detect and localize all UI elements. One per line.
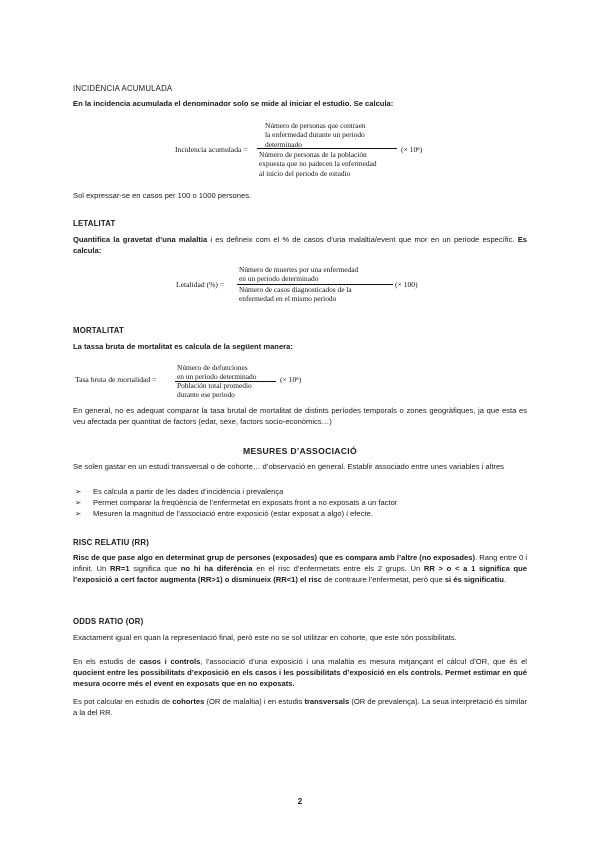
formula-label: Tasa bruta de mortalidad = [75, 375, 157, 384]
incidencia-note: Sol expressar-se en casos per 100 o 1000 persones. [73, 191, 252, 200]
mesures-heading: MESURES D’ASSOCIACIÓ [243, 446, 357, 456]
risc-paragraph: Risc de que pase algo en determinat grup de persones (exposades) que es compara amb l’altre (no exposades). Rang entre 0 i infinit. Un RR=1 significa que no hi ha diferència en el risc d’enfermetats entre els 2 grups. Un RR > o < a 1 significa que l’exposició a cert factor augmenta (RR>1) o disminueix (RR<1) el risc de contraure l’enfermetat, però que si és significatiu. [73, 553, 527, 584]
letalitat-heading: LETALITAT [73, 219, 116, 228]
formula-multiplier: (× 100) [395, 280, 418, 289]
formula-numerator: Número de muertes por una enfermedad en un periodo determinado [239, 265, 359, 284]
mesures-bullet-list [73, 487, 527, 519]
formula-denominator: Número de casos diagnosticados de la enfermedad en el mismo periodo [239, 285, 352, 304]
formula-label: Letalidad (%) = [176, 280, 225, 289]
mesures-intro: Se solen gastar en un estudi transversal o de cohorte… d’observació en general. Establir associado entre unes variables i altres [73, 462, 504, 471]
arrow-bullet-icon: ➢ [75, 497, 82, 507]
document-page [73, 0, 527, 848]
list-item: ➢ Permet comparar la freqüència de l’enfermetat en exposats front a no exposats a un factor [75, 497, 398, 507]
formula-denominator: Población total promedio durante ese periodo [177, 381, 252, 400]
arrow-bullet-icon: ➢ [75, 508, 82, 518]
mortalidad-formula [73, 363, 373, 403]
mortalitat-intro: La tassa bruta de mortalitat es calcula de la següent manera: [73, 342, 293, 351]
formula-denominator: Número de personas de la población expuesta que no padecen la enfermedad al inicio del periodo de estudio [259, 150, 377, 178]
formula-numerator: Número de defunciones en un periodo determinado [177, 363, 257, 382]
odds-estudis-paragraph: Es pot calcular en estudis de cohortes (OR de malaltia) i en estudis transversals (OR de prevalença). La seua interpretació és similar a la del RR. [73, 697, 527, 717]
incidencia-intro: En la incidencia acumulada el denominador solo se mide al iniciar el estudio. Se calcula: [73, 99, 394, 108]
page-number: 2 [297, 797, 303, 806]
risc-heading: RISC RELATIU (RR) [73, 538, 150, 547]
formula-label: Incidencia acumulada = [175, 145, 248, 154]
letalitat-paragraph: Quantifica la gravetat d’una malaltia i es defineix com el % de casos d’una malaltia/event que mor en un periode específic. Es calcula: [73, 235, 527, 255]
fraction-bar [257, 148, 397, 149]
mortalitat-heading: MORTALITAT [73, 326, 124, 335]
odds-heading: ODDS RATIO (OR) [73, 617, 144, 626]
list-item: ➢ Es calcula a partir de les dades d’incidència i prevalença [75, 487, 284, 496]
formula-multiplier: (× 10ⁿ) [401, 145, 423, 154]
incidencia-heading: INCIDÈNCIA ACUMULADA [73, 84, 173, 93]
mortalitat-note: En general, no es adequat comparar la tasa brutal de mortalitat de distints períodes temporals o zones geogràfiques, ja que esta es veu afectada per quantitat de factors (edat, sexe, factors socio-econòmics…) [73, 406, 527, 426]
formula-numerator: Número de personas que contraen la enfermedad durante un periodo determinado [265, 121, 366, 149]
letalidad-formula [173, 264, 473, 312]
odds-intro: Exactament igual en quan la representació final, però este no se sol utilitzar en cohorte, que este són possibilitats. [73, 633, 457, 642]
list-item: ➢ Mesuren la magnitud de l’associació entre exposició (estar exposat a algo) i efecte. [75, 508, 373, 518]
arrow-bullet-icon: ➢ [75, 487, 82, 496]
incidencia-formula [173, 120, 473, 180]
odds-casos-paragraph: En els estudis de casos i controls, l’associació d’una exposició i una malaltia es mesura mitjançant el càlcul d’OR, que és el quocient entre les possibilitats d’exposició en els casos i les possibilitats d’exposició en els controls. Permet estimar en qué mesura ocorre més el event en exposats que en no exposats. [73, 657, 527, 688]
formula-multiplier: (× 10ⁿ) [280, 375, 302, 384]
